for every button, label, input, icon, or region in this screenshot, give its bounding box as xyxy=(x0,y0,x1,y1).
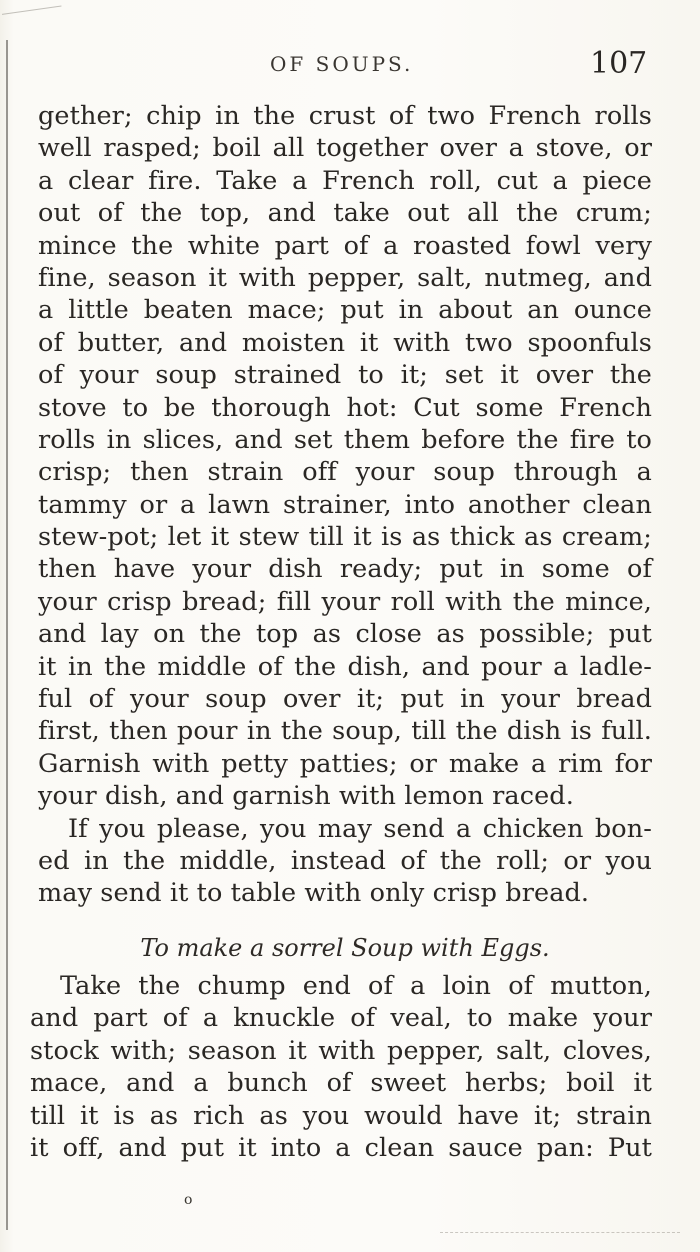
page-number: 107 xyxy=(590,46,648,81)
text-line: rolls in slices, and set them before the fire to xyxy=(38,424,652,455)
text-line: crisp; then strain off your soup through a xyxy=(38,457,652,488)
text-line: a clear fire. Take a French roll, cut a piece xyxy=(38,165,652,196)
text-line: a little beaten mace; put in about an ounce xyxy=(38,295,652,326)
text-line: tammy or a lawn strainer, into another clean xyxy=(38,489,652,520)
text-line: first, then pour in the soup, till the dish is full. xyxy=(38,716,652,747)
text-line: stew-pot; let it stew till it is as thick as cream; xyxy=(38,522,652,553)
corner-mark xyxy=(0,0,62,15)
text-line: well rasped; boil all together over a stove, or xyxy=(38,133,652,164)
text-line: of butter, and moisten it with two spoonfuls xyxy=(38,327,652,358)
text-line: mace, and a bunch of sweet herbs; boil it xyxy=(30,1068,652,1099)
text-line: your crisp bread; fill your roll with the mince, xyxy=(38,586,652,617)
page-binding-edge xyxy=(6,40,8,1230)
text-line: stock with; season it with pepper, salt, cloves, xyxy=(30,1035,652,1066)
text-line: ed in the middle, instead of the roll; or you xyxy=(38,845,652,876)
text-line: may send it to table with only crisp bread. xyxy=(38,878,590,909)
text-line: then have your dish ready; put in some of xyxy=(38,554,652,585)
text-line: out of the top, and take out all the crum; xyxy=(38,198,652,229)
text-line: mince the white part of a roasted fowl very xyxy=(38,230,652,261)
text-line: your dish, and garnish with lemon raced. xyxy=(38,781,574,812)
text-line: stove to be thorough hot: Cut some French xyxy=(38,392,652,423)
text-line: gether; chip in the crust of two French rolls xyxy=(38,101,652,131)
text-line: fine, season it with pepper, salt, nutmeg, and xyxy=(38,262,652,293)
text-line: and part of a knuckle of veal, to make your xyxy=(30,1003,652,1034)
text-line: ful of your soup over it; put in your bread xyxy=(38,684,652,715)
text-line: and lay on the top as close as possible; put xyxy=(38,619,652,650)
text-line: If you please, you may send a chicken bon- xyxy=(68,813,652,844)
recipe-paragraph-3 xyxy=(30,970,652,1164)
text-line: till it is as rich as you would have it; strain xyxy=(30,1100,652,1131)
text-line: it off, and put it into a clean sauce pan: Put xyxy=(30,1132,652,1163)
signature-mark: o xyxy=(184,1192,193,1208)
text-line: Garnish with petty patties; or make a rim for xyxy=(38,748,652,779)
bottom-edge-mark xyxy=(440,1232,680,1235)
page-header xyxy=(0,46,700,86)
running-head: OF SOUPS. xyxy=(270,52,414,76)
text-line: it in the middle of the dish, and pour a ladle- xyxy=(38,651,652,682)
text-line: of your soup strained to it; set it over the xyxy=(38,360,652,391)
text-line: Take the chump end of a loin of mutton, xyxy=(60,971,652,1001)
recipe-paragraph-1 xyxy=(38,100,652,910)
recipe-heading: To make a sorrel Soup with Eggs. xyxy=(140,934,550,962)
